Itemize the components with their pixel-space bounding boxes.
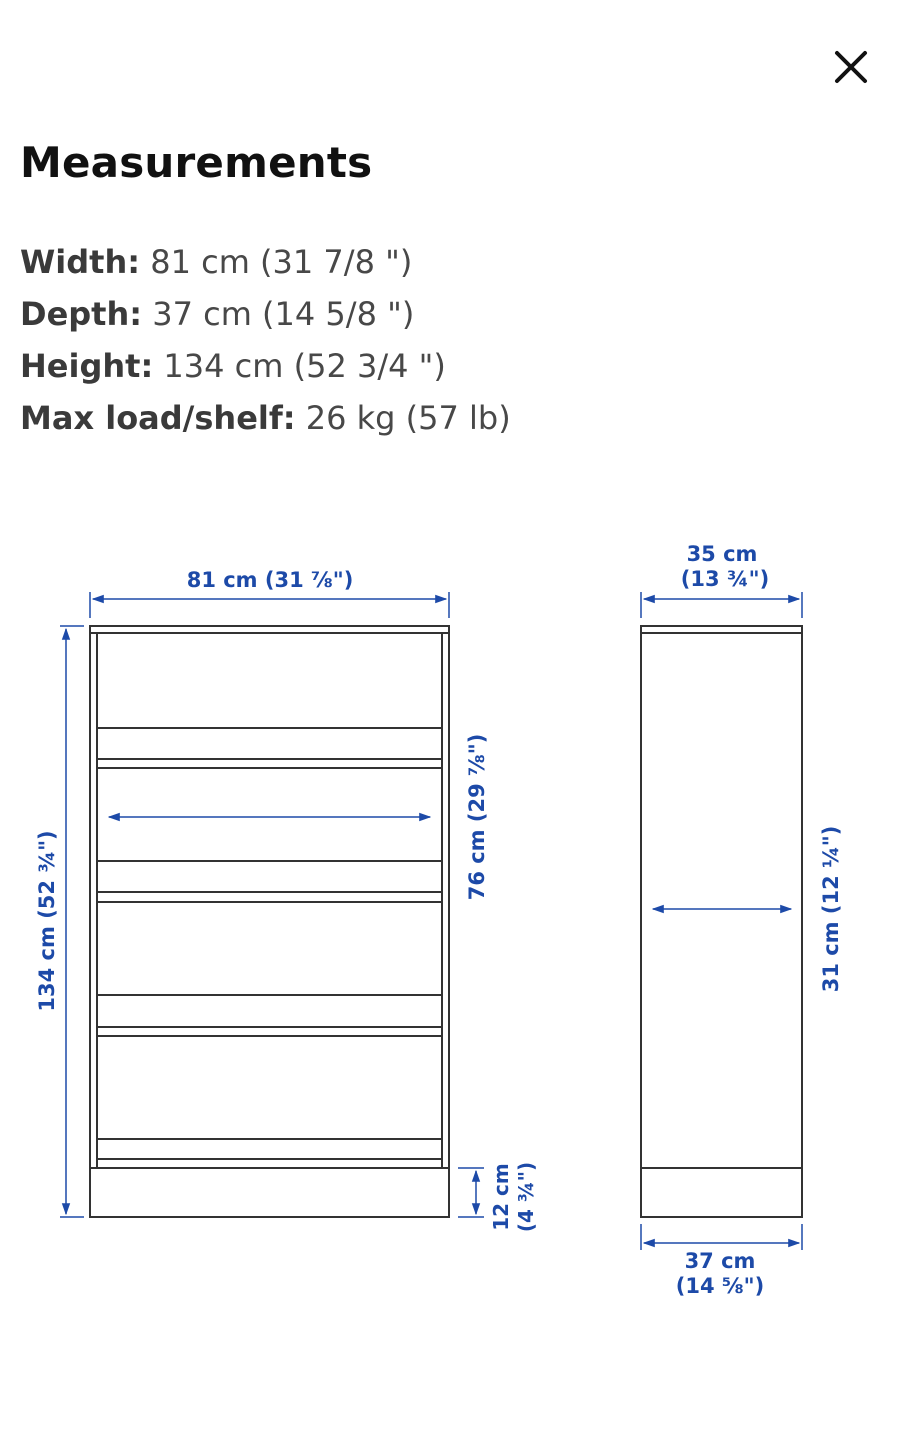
front-view	[90, 626, 449, 1217]
measurement-diagram	[0, 530, 920, 1330]
shelf-4	[97, 1139, 442, 1159]
spec-value: 26 kg (57 lb)	[295, 399, 511, 437]
front-width-label: 81 cm (31 ⅞")	[186, 568, 354, 592]
page-title: Measurements	[20, 138, 373, 187]
side-outline	[641, 626, 802, 1217]
spec-row-height	[20, 340, 511, 392]
spec-value: 37 cm (14 5/8 ")	[142, 295, 415, 333]
close-icon	[834, 50, 868, 84]
side-top-in-label: (13 ¾")	[680, 567, 770, 591]
front-dimensions	[60, 592, 484, 1217]
side-bottom-in-label: (14 ⅝")	[675, 1274, 765, 1298]
side-bottom-cm-label: 37 cm	[684, 1249, 756, 1273]
shelf-3	[97, 995, 442, 1036]
spec-row-width	[20, 236, 511, 288]
side-inner-depth-label: 31 cm (12 ¼")	[819, 825, 843, 993]
spec-value: 134 cm (52 3/4 ")	[153, 347, 446, 385]
front-outline	[90, 626, 449, 1217]
spec-label: Max load/shelf:	[20, 399, 296, 437]
shelf-1	[97, 728, 442, 768]
spec-value: 81 cm (31 7/8 ")	[140, 243, 413, 281]
spec-label: Depth:	[20, 295, 143, 333]
close-button[interactable]	[820, 36, 882, 98]
spec-list	[20, 236, 511, 444]
front-height-label: 134 cm (52 ¾")	[35, 830, 59, 1012]
spec-row-max-load	[20, 392, 511, 444]
spec-row-depth	[20, 288, 511, 340]
side-view	[641, 626, 802, 1217]
inner-height-label: 76 cm (29 ⅞")	[465, 733, 489, 901]
spec-label: Width:	[20, 243, 141, 281]
side-top-cm-label: 35 cm	[686, 542, 758, 566]
spec-label: Height:	[20, 347, 154, 385]
plinth-height-cm-label: 12 cm	[489, 1163, 513, 1231]
plinth-height-in-label: (4 ¾")	[514, 1161, 538, 1233]
shelf-2	[97, 861, 442, 902]
side-dimensions	[641, 592, 802, 1250]
